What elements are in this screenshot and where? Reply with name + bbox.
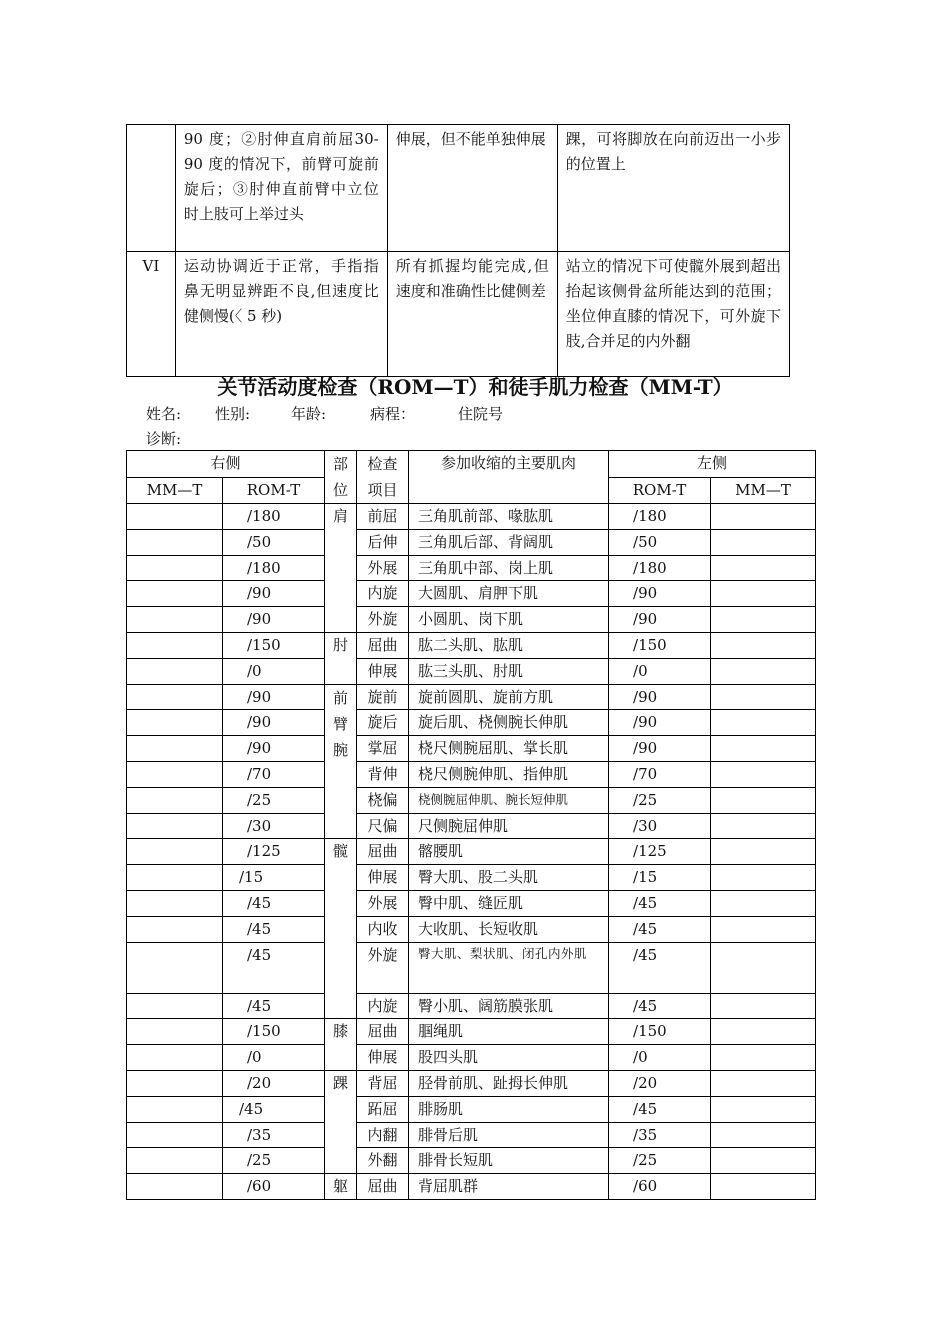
movement-cell: 屈曲 (357, 632, 409, 658)
left-mmt-cell[interactable] (711, 607, 816, 633)
movement-cell: 屈曲 (357, 1174, 409, 1200)
muscles-cell: 臀小肌、阔筋膜张肌 (409, 993, 609, 1019)
left-rom-cell[interactable]: /45 (609, 993, 711, 1019)
muscles-header: 参加收缩的主要肌肉 (409, 451, 609, 504)
muscles-cell: 三角肌前部、喙肱肌 (409, 504, 609, 530)
right-rom-cell[interactable]: /0 (223, 1045, 325, 1071)
right-rom-cell[interactable]: /90 (223, 684, 325, 710)
movement-cell: 外展 (357, 890, 409, 916)
right-rom-cell[interactable]: /45 (223, 890, 325, 916)
right-rom-header: ROM-T (223, 477, 325, 504)
right-mmt-cell[interactable] (127, 1148, 223, 1174)
left-mmt-cell[interactable] (711, 581, 816, 607)
table-row (127, 684, 816, 710)
left-mmt-cell[interactable] (711, 632, 816, 658)
brunnstrom-table (126, 124, 790, 377)
muscles-cell: 旋后肌、桡侧腕长伸肌 (409, 710, 609, 736)
left-mmt-cell[interactable] (711, 1174, 816, 1200)
right-rom-cell[interactable]: /25 (223, 787, 325, 813)
left-mmt-cell[interactable] (711, 555, 816, 581)
name-label: 姓名: (146, 405, 182, 423)
left-rom-cell[interactable]: /90 (609, 710, 711, 736)
right-mmt-cell[interactable] (127, 684, 223, 710)
right-rom-cell[interactable]: /180 (223, 555, 325, 581)
left-rom-cell[interactable]: /90 (609, 607, 711, 633)
left-mmt-cell[interactable] (711, 736, 816, 762)
right-rom-cell[interactable]: /70 (223, 761, 325, 787)
left-mmt-cell[interactable] (711, 993, 816, 1019)
right-mmt-cell[interactable] (127, 1096, 223, 1122)
right-rom-cell[interactable]: /20 (223, 1070, 325, 1096)
right-mmt-cell[interactable] (127, 1122, 223, 1148)
movement-cell: 外旋 (357, 607, 409, 633)
table-row (127, 916, 816, 942)
table-row (127, 710, 816, 736)
left-mmt-cell[interactable] (711, 1148, 816, 1174)
movement-cell: 旋后 (357, 710, 409, 736)
movement-cell: 伸展 (357, 658, 409, 684)
hand-cell: 所有抓握均能完成,但速度和准确性比健侧差 (387, 252, 557, 377)
movement-cell: 屈曲 (357, 1019, 409, 1045)
part-forearm-1: 前 (333, 688, 349, 707)
muscles-cell: 臀大肌、梨状肌、闭孔内外肌 (409, 942, 609, 993)
movement-cell: 前屈 (357, 504, 409, 530)
muscles-cell: 桡侧腕屈伸肌、腕长短伸肌 (409, 787, 609, 813)
right-mmt-cell[interactable] (127, 865, 223, 891)
right-mmt-cell[interactable] (127, 787, 223, 813)
muscles-cell: 腘绳肌 (409, 1019, 609, 1045)
part-hip: 髋 (325, 839, 357, 1019)
gender-label: 性别: (215, 405, 251, 423)
left-rom-cell[interactable]: /25 (609, 787, 711, 813)
right-mmt-cell[interactable] (127, 916, 223, 942)
right-rom-cell[interactable]: /50 (223, 529, 325, 555)
item-header-1: 检查 (367, 455, 398, 473)
course-label: 病程： (370, 405, 416, 423)
part-forearm-2: 臂 (333, 714, 349, 733)
left-mmt-cell[interactable] (711, 839, 816, 865)
table-row (127, 813, 816, 839)
right-mmt-cell[interactable] (127, 993, 223, 1019)
left-side-header: 左侧 (609, 451, 816, 478)
left-rom-cell[interactable]: /45 (609, 942, 711, 993)
movement-cell: 伸展 (357, 865, 409, 891)
table-row (127, 1148, 816, 1174)
rom-mmt-table (126, 450, 816, 1200)
brunnstrom-row (127, 252, 790, 377)
left-rom-cell[interactable]: /45 (609, 1096, 711, 1122)
right-mmt-cell[interactable] (127, 1045, 223, 1071)
table-row (127, 839, 816, 865)
right-side-header: 右侧 (127, 451, 325, 478)
part-forearm-wrist (325, 684, 357, 839)
muscles-cell: 三角肌后部、背阔肌 (409, 529, 609, 555)
right-mmt-cell[interactable] (127, 710, 223, 736)
muscles-cell: 腓骨长短肌 (409, 1148, 609, 1174)
muscles-cell: 旋前圆肌、旋前方肌 (409, 684, 609, 710)
item-header (357, 451, 409, 504)
part-wrist: 腕 (333, 740, 349, 759)
diagnosis-label: 诊断: (146, 430, 182, 448)
table-row (127, 504, 816, 530)
movement-cell: 旋前 (357, 684, 409, 710)
left-rom-cell[interactable]: /90 (609, 684, 711, 710)
muscles-cell: 腓骨后肌 (409, 1122, 609, 1148)
left-mmt-cell[interactable] (711, 787, 816, 813)
hand-cell: 伸展，但不能单独伸展 (387, 125, 557, 252)
movement-cell: 内翻 (357, 1122, 409, 1148)
right-rom-cell[interactable]: /45 (223, 942, 325, 993)
table-row (127, 1045, 816, 1071)
muscles-cell: 肱三头肌、肘肌 (409, 658, 609, 684)
right-mmt-cell[interactable] (127, 504, 223, 530)
right-rom-cell[interactable]: /150 (223, 1019, 325, 1045)
brunnstrom-row (127, 125, 790, 252)
right-mmt-cell[interactable] (127, 529, 223, 555)
part-knee: 膝 (325, 1019, 357, 1071)
left-mmt-cell[interactable] (711, 813, 816, 839)
part-header (325, 451, 357, 504)
right-mmt-cell[interactable] (127, 1019, 223, 1045)
item-header-2: 项目 (367, 481, 398, 499)
right-rom-cell[interactable]: /125 (223, 839, 325, 865)
movement-cell: 内旋 (357, 581, 409, 607)
leg-cell: 踝，可将脚放在向前迈出一小步的位置上 (557, 125, 789, 252)
right-mmt-header: MM—T (127, 477, 223, 504)
left-mmt-cell[interactable] (711, 1019, 816, 1045)
movement-cell: 后伸 (357, 529, 409, 555)
muscles-cell: 大收肌、长短收肌 (409, 916, 609, 942)
right-rom-cell[interactable]: /90 (223, 736, 325, 762)
muscles-cell: 肱二头肌、肱肌 (409, 632, 609, 658)
muscles-cell: 腓肠肌 (409, 1096, 609, 1122)
right-rom-cell[interactable]: /60 (223, 1174, 325, 1200)
table-row (127, 1174, 816, 1200)
right-rom-cell[interactable]: /30 (223, 813, 325, 839)
table-row (127, 1070, 816, 1096)
left-rom-header: ROM-T (609, 477, 711, 504)
left-rom-cell[interactable]: /125 (609, 839, 711, 865)
right-mmt-cell[interactable] (127, 839, 223, 865)
right-rom-cell[interactable]: /90 (223, 710, 325, 736)
part-elbow: 肘 (325, 632, 357, 684)
muscles-cell: 胫骨前肌、趾拇长伸肌 (409, 1070, 609, 1096)
left-rom-cell[interactable]: /150 (609, 1019, 711, 1045)
right-mmt-cell[interactable] (127, 736, 223, 762)
table-row (127, 1122, 816, 1148)
right-mmt-cell[interactable] (127, 890, 223, 916)
table-row (127, 787, 816, 813)
right-mmt-cell[interactable] (127, 632, 223, 658)
right-mmt-cell[interactable] (127, 555, 223, 581)
right-rom-cell[interactable]: /0 (223, 658, 325, 684)
movement-cell: 背伸 (357, 761, 409, 787)
movement-cell: 屈曲 (357, 839, 409, 865)
left-mmt-cell[interactable] (711, 1070, 816, 1096)
table-row (127, 529, 816, 555)
arm-cell: 运动协调近于正常，手指指鼻无明显辨距不良,但速度比健侧慢(〈 5 秒) (175, 252, 387, 377)
left-rom-cell[interactable]: /25 (609, 1148, 711, 1174)
left-rom-cell[interactable]: /90 (609, 581, 711, 607)
right-rom-cell[interactable]: /45 (223, 993, 325, 1019)
table-row (127, 607, 816, 633)
document-title: 关节活动度检查（ROM—T）和徒手肌力检查（MM-T） (217, 375, 733, 399)
table-row (127, 865, 816, 891)
part-ankle: 踝 (325, 1070, 357, 1173)
muscles-cell: 臀中肌、缝匠肌 (409, 890, 609, 916)
right-mmt-cell[interactable] (127, 813, 223, 839)
movement-cell: 外展 (357, 555, 409, 581)
left-rom-cell[interactable]: /30 (609, 813, 711, 839)
movement-cell: 内旋 (357, 993, 409, 1019)
table-row (127, 890, 816, 916)
left-rom-cell[interactable]: /45 (609, 890, 711, 916)
right-rom-cell[interactable]: /90 (223, 607, 325, 633)
table-row (127, 736, 816, 762)
right-mmt-cell[interactable] (127, 607, 223, 633)
right-mmt-cell[interactable] (127, 1174, 223, 1200)
right-rom-cell[interactable]: /15 (223, 865, 325, 891)
right-rom-cell[interactable]: /35 (223, 1122, 325, 1148)
left-mmt-header: MM—T (711, 477, 816, 504)
left-mmt-cell[interactable] (711, 1045, 816, 1071)
muscles-cell: 尺侧腕屈伸肌 (409, 813, 609, 839)
movement-cell: 外旋 (357, 942, 409, 993)
muscles-cell: 背屈肌群 (409, 1174, 609, 1200)
muscles-cell: 三角肌中部、岗上肌 (409, 555, 609, 581)
muscles-cell: 小圆肌、岗下肌 (409, 607, 609, 633)
right-rom-cell[interactable]: /45 (223, 916, 325, 942)
left-rom-cell[interactable]: /70 (609, 761, 711, 787)
movement-cell: 外翻 (357, 1148, 409, 1174)
left-rom-cell[interactable]: /60 (609, 1174, 711, 1200)
table-row (127, 1019, 816, 1045)
left-mmt-cell[interactable] (711, 1122, 816, 1148)
arm-cell: 90 度；②肘伸直肩前屈30-90 度的情况下，前臂可旋前旋后；③肘伸直前臂中立位时上肢可上举过头 (175, 125, 387, 252)
admission-number-label: 住院号 (458, 405, 504, 423)
muscles-cell: 股四头肌 (409, 1045, 609, 1071)
left-mmt-cell[interactable] (711, 942, 816, 993)
right-rom-cell[interactable]: /25 (223, 1148, 325, 1174)
muscles-cell: 桡尺侧腕屈肌、掌长肌 (409, 736, 609, 762)
left-mmt-cell[interactable] (711, 504, 816, 530)
left-rom-cell[interactable]: /0 (609, 658, 711, 684)
right-rom-cell[interactable]: /180 (223, 504, 325, 530)
left-rom-cell[interactable]: /90 (609, 736, 711, 762)
right-rom-cell[interactable]: /45 (223, 1096, 325, 1122)
left-mmt-cell[interactable] (711, 710, 816, 736)
left-rom-cell[interactable]: /0 (609, 1045, 711, 1071)
right-rom-cell[interactable]: /90 (223, 581, 325, 607)
right-mmt-cell[interactable] (127, 581, 223, 607)
movement-cell: 内收 (357, 916, 409, 942)
left-rom-cell[interactable]: /180 (609, 555, 711, 581)
table-row (127, 1096, 816, 1122)
right-mmt-cell[interactable] (127, 761, 223, 787)
left-rom-cell[interactable]: /50 (609, 529, 711, 555)
right-mmt-cell[interactable] (127, 942, 223, 993)
right-mmt-cell[interactable] (127, 658, 223, 684)
left-rom-cell[interactable]: /150 (609, 632, 711, 658)
part-shoulder: 肩 (325, 504, 357, 633)
right-rom-cell[interactable]: /150 (223, 632, 325, 658)
muscles-cell: 髂腰肌 (409, 839, 609, 865)
muscles-cell: 臀大肌、股二头肌 (409, 865, 609, 891)
table-row (127, 632, 816, 658)
muscles-cell: 桡尺侧腕伸肌、指伸肌 (409, 761, 609, 787)
part-header-2: 位 (333, 481, 349, 499)
stage-cell (127, 125, 176, 252)
left-mmt-cell[interactable] (711, 916, 816, 942)
movement-cell: 掌屈 (357, 736, 409, 762)
left-mmt-cell[interactable] (711, 1096, 816, 1122)
table-row (127, 658, 816, 684)
muscles-cell: 大圆肌、肩胛下肌 (409, 581, 609, 607)
left-mmt-cell[interactable] (711, 684, 816, 710)
left-mmt-cell[interactable] (711, 658, 816, 684)
movement-cell: 伸展 (357, 1045, 409, 1071)
left-mmt-cell[interactable] (711, 865, 816, 891)
left-rom-cell[interactable]: /15 (609, 865, 711, 891)
right-mmt-cell[interactable] (127, 1070, 223, 1096)
age-label: 年龄: (291, 405, 327, 423)
table-row (127, 761, 816, 787)
part-trunk: 躯 (325, 1174, 357, 1200)
left-rom-cell[interactable]: /35 (609, 1122, 711, 1148)
movement-cell: 背屈 (357, 1070, 409, 1096)
movement-cell: 桡偏 (357, 787, 409, 813)
left-rom-cell[interactable]: /45 (609, 916, 711, 942)
left-rom-cell[interactable]: /20 (609, 1070, 711, 1096)
left-mmt-cell[interactable] (711, 890, 816, 916)
header-row (127, 451, 816, 478)
table-row (127, 993, 816, 1019)
left-mmt-cell[interactable] (711, 529, 816, 555)
table-row (127, 942, 816, 993)
table-row (127, 555, 816, 581)
table-row (127, 581, 816, 607)
movement-cell: 跖屈 (357, 1096, 409, 1122)
left-mmt-cell[interactable] (711, 761, 816, 787)
leg-cell: 站立的情况下可使髋外展到超出抬起该侧骨盆所能达到的范围；坐位伸直膝的情况下，可外旋下肢,合并足的内外翻 (557, 252, 789, 377)
left-rom-cell[interactable]: /180 (609, 504, 711, 530)
stage-cell: VI (127, 252, 176, 377)
movement-cell: 尺偏 (357, 813, 409, 839)
part-header-1: 部 (333, 455, 349, 473)
